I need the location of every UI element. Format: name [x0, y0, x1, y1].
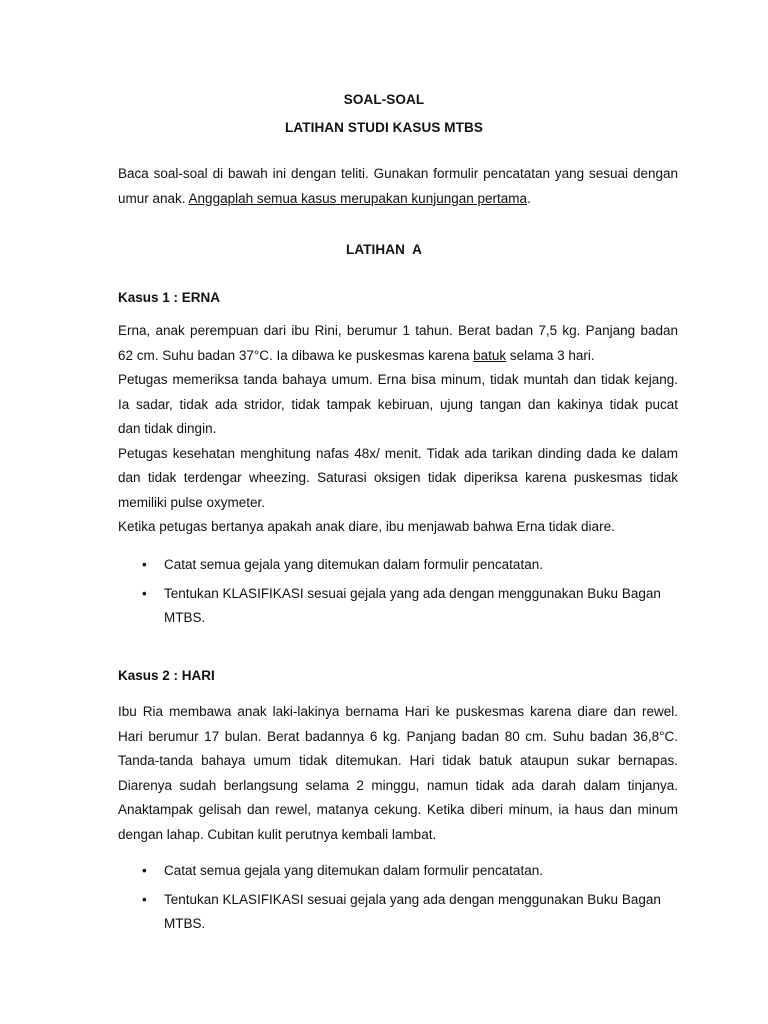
bullet-icon: •: [142, 557, 147, 572]
intro-line: Baca soal-soal di bawah ini dengan teliti. Gunakan formulir pencatatan yang sesuai dengan: [118, 166, 678, 181]
section-title: LATIHAN A: [346, 242, 422, 257]
bullet-text: Catat semua gejala yang ditemukan dalam formulir pencatatan.: [164, 557, 543, 572]
case1-line: dan tidak dingin.: [118, 421, 217, 436]
case2-line: Tanda-tanda bahaya umum tidak ditemukan. Hari tidak batuk ataupun sukar bernapas.: [118, 753, 678, 768]
case1-paragraph: [118, 319, 678, 540]
case1-text: selama 3 hari.: [506, 347, 595, 363]
bullet-icon: •: [142, 585, 147, 601]
doc-title-line1: SOAL-SOAL: [343, 92, 425, 107]
case2-line: Anaktampak gelisah dan rewel, matanya cekung. Ketika diberi minum, ia haus dan minum: [118, 802, 678, 817]
case1-line: Ia sadar, tidak ada stridor, tidak tampak kebiruan, ujung tangan dan kakinya tidak pucat: [118, 396, 678, 412]
list-item: [118, 553, 678, 578]
case1-line: Ketika petugas bertanya apakah anak diare, ibu menjawab bahwa Erna tidak diare.: [118, 519, 615, 534]
case2-heading: Kasus 2 : HARI: [118, 668, 215, 683]
intro-line: [118, 187, 678, 212]
case1-bullet-list: [118, 553, 678, 635]
intro-text: umur anak.: [118, 190, 189, 206]
case1-line: Erna, anak perempuan dari ibu Rini, berumur 1 tahun. Berat badan 7,5 kg. Panjang badan: [118, 323, 678, 338]
case2-line: Ibu Ria membawa anak laki-lakinya bernama Hari ke puskesmas karena diare dan rewel.: [118, 704, 678, 719]
list-item: [118, 582, 678, 631]
case1-heading: Kasus 1 : ERNA: [118, 290, 221, 305]
intro-paragraph: [118, 162, 678, 211]
case1-line: Petugas kesehatan menghitung nafas 48x/ menit. Tidak ada tarikan dinding dada ke dalam: [118, 445, 678, 461]
case2-line: Diarenya sudah berlangsung selama 2 minggu, namun tidak ada darah dalam tinjanya.: [118, 777, 678, 793]
bullet-text: Catat semua gejala yang ditemukan dalam formulir pencatatan.: [164, 863, 543, 878]
bullet-text: Tentukan KLASIFIKASI sesuai gejala yang ada dengan menggunakan Buku Bagan MTBS.: [164, 585, 661, 625]
case1-line: dan tidak terdengar wheezing. Saturasi oksigen tidak diperiksa karena puskesmas tidak: [118, 470, 678, 485]
case2-line: dengan lahap. Cubitan kulit perutnya kembali lambat.: [118, 826, 437, 842]
bullet-icon: •: [142, 891, 147, 907]
case1-line: memiliki pulse oxymeter.: [118, 494, 266, 510]
intro-period: .: [527, 190, 531, 206]
case1-underlined-text: batuk: [473, 347, 507, 363]
list-item: [118, 859, 678, 884]
case2-line: Hari berumur 17 bulan. Berat badannya 6 kg. Panjang badan 80 cm. Suhu badan 36,8°C.: [118, 728, 678, 744]
case2-paragraph: [118, 700, 678, 847]
doc-title-line2: LATIHAN STUDI KASUS MTBS: [285, 120, 483, 135]
case1-text: 62 cm. Suhu badan 37°C. Ia dibawa ke puskesmas karena: [118, 347, 474, 363]
case1-line: [118, 344, 678, 369]
list-item: [118, 888, 678, 937]
intro-underlined-text: Anggaplah semua kasus merupakan kunjungan pertama: [188, 190, 528, 206]
bullet-text: Tentukan KLASIFIKASI sesuai gejala yang ada dengan menggunakan Buku Bagan MTBS.: [164, 891, 661, 931]
bullet-icon: •: [142, 863, 147, 878]
case1-line: Petugas memeriksa tanda bahaya umum. Erna bisa minum, tidak muntah dan tidak kejang.: [118, 372, 678, 387]
case2-bullet-list: [118, 859, 678, 941]
